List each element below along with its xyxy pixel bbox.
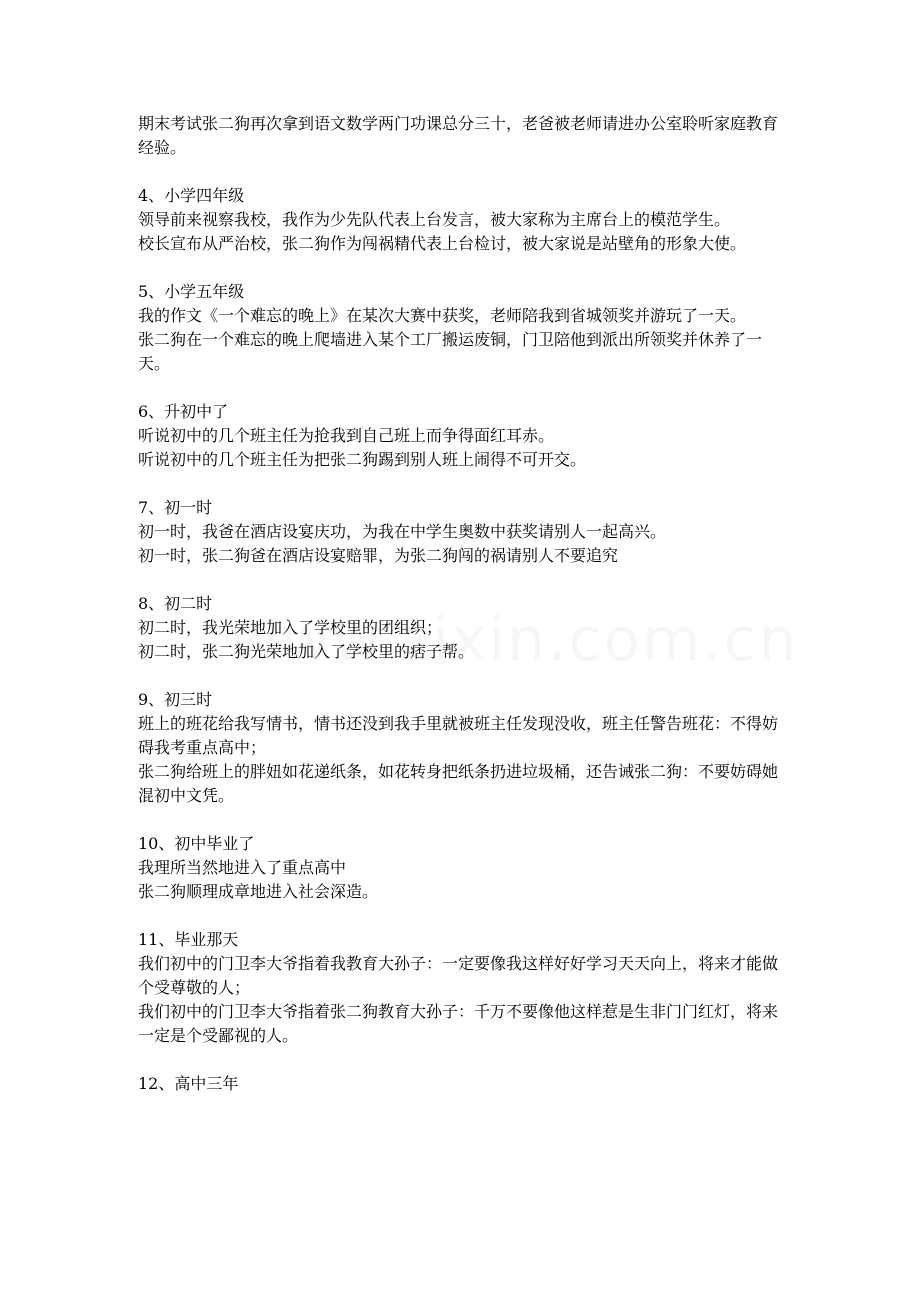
section-line: 初二时，我光荣地加入了学校里的团组织；: [138, 618, 443, 637]
section-gap: [138, 664, 788, 688]
section-heading: 4、小学四年级: [138, 186, 245, 205]
section-line: 听说初中的几个班主任为抢我到自己班上而争得面红耳赤。: [138, 426, 555, 445]
section-line: 我的作文《一个难忘的晚上》在某次大赛中获奖，老师陪我到省城领奖并游玩了一天。: [138, 306, 747, 325]
section-heading: 8、初二时: [138, 594, 213, 613]
section-line: 班上的班花给我写情书，情书还没到我手里就被班主任发现没收，班主任警告班花：不得妨碍我考重点高中；: [138, 714, 779, 757]
sections-container: [138, 160, 788, 1096]
section-line: 张二狗顺理成章地进入社会深造。: [138, 882, 379, 901]
section-heading: 7、初一时: [138, 498, 213, 517]
section-line: 领导前来视察我校，我作为少先队代表上台发言，被大家称为主席台上的模范学生。: [138, 210, 731, 229]
section-line: 初一时，张二狗爸在酒店设宴赔罪，为张二狗闯的祸请别人不要追究: [138, 546, 619, 565]
section-gap: [138, 256, 788, 280]
section-gap: [138, 160, 788, 184]
section-gap: [138, 376, 788, 400]
section-gap: [138, 808, 788, 832]
section-line: 张二狗在一个难忘的晚上爬墙进入某个工厂搬运废铜，门卫陪他到派出所领奖并休养了一天。: [138, 330, 763, 373]
section-gap: [138, 568, 788, 592]
section-heading: 6、升初中了: [138, 402, 229, 421]
section-gap: [138, 472, 788, 496]
intro-paragraph: 期末考试张二狗再次拿到语文数学两门功课总分三十，老爸被老师请进办公室聆听家庭教育经验。: [138, 114, 779, 157]
section-gap: [138, 1048, 788, 1072]
section-line: 初一时，我爸在酒店设宴庆功，为我在中学生奥数中获奖请别人一起高兴。: [138, 522, 667, 541]
section-line: 初二时，张二狗光荣地加入了学校里的痞子帮。: [138, 642, 475, 661]
section-gap: [138, 904, 788, 928]
section-line: 我理所当然地进入了重点高中: [138, 858, 347, 877]
document-body: [138, 112, 788, 1096]
section-line: 我们初中的门卫李大爷指着我教育大孙子：一定要像我这样好好学习天天向上，将来才能做个受尊敬的人；: [138, 954, 779, 997]
section-heading: 5、小学五年级: [138, 282, 245, 301]
section-line: 我们初中的门卫李大爷指着张二狗教育大孙子：千万不要像他这样惹是生非门门红灯，将来一定是个受鄙视的人。: [138, 1002, 779, 1045]
section-heading: 9、初三时: [138, 690, 213, 709]
section-line: 校长宣布从严治校，张二狗作为闯祸精代表上台检讨，被大家说是站壁角的形象大使。: [138, 234, 747, 253]
section-line: 听说初中的几个班主任为把张二狗踢到别人班上闹得不可开交。: [138, 450, 587, 469]
section-heading: 11、毕业那天: [138, 930, 239, 949]
section-line: 张二狗给班上的胖妞如花递纸条，如花转身把纸条扔进垃圾桶，还告诫张二狗：不要妨碍她混初中文凭。: [138, 762, 779, 805]
section-heading: 10、初中毕业了: [138, 834, 255, 853]
section-heading: 12、高中三年: [138, 1074, 239, 1093]
